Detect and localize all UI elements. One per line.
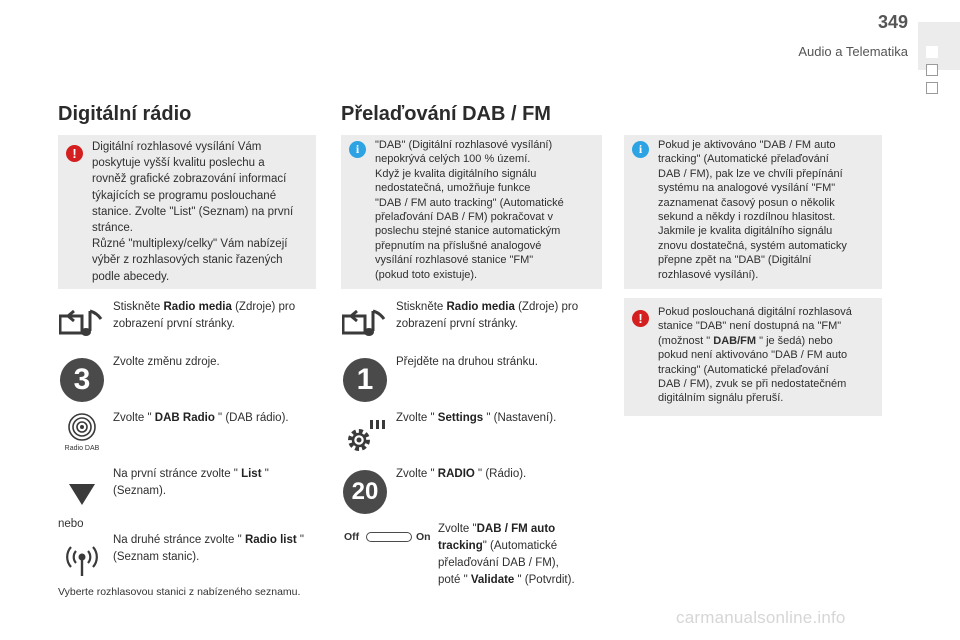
toggle-off-on-icon bbox=[341, 527, 437, 547]
left-warning-note-text: Digitální rozhlasové vysílání Vám poskytuje vyšší kvalitu poslechu a rovněž grafické zobrazování informací týkajících se programu poslouchané stanice. Zvolte "List" (Seznam) na první stránce. Různé "multiplexy/celky" Vám nabízejí výběr z rozhlasových stanic řazených podle abecedy. bbox=[92, 141, 294, 283]
right-warning-note bbox=[624, 298, 882, 416]
left-footnote: Vyberte rozhlasovou stanici z nabízeného seznamu. bbox=[58, 586, 301, 598]
left-step-2-text: Zvolte změnu zdroje. bbox=[113, 356, 220, 368]
right-warning-note-text: Pokud poslouchaná digitální rozhlasová stanice "DAB" není dostupná na "FM" (možnost " DAB/FM " je šedá) nebo pokud není aktivováno "DAB / FM auto tracking" (Automatické přelaďování DAB / FM), zvuk se při nedostatečném digitálním signálu přeruší. bbox=[658, 306, 852, 405]
right-step-3-text: Zvolte " Settings " (Nastavení). bbox=[396, 412, 557, 424]
step-number-badge: 1 bbox=[343, 358, 387, 402]
right-info-note-2-text: Pokud je aktivováno "DAB / FM auto tracking" (Automatické přelaďování DAB / FM), pak lze ve chvíli přepínání systému na analogové vysílání "FM" zaznamenat časový posun o několik sekund a někdy i rozdílnou hlasitost. Jakmile je kvalita digitálního signálu znovu dostatečná, systém automaticky přepne zpět na "DAB" (Digitální rozhlasové vysílání). bbox=[658, 139, 847, 281]
left-section-title: Digitální rádio bbox=[58, 103, 192, 125]
right-step-5-text: Zvolte "DAB / FM auto tracking" (Automatické přelaďování DAB / FM), poté " Validate " (Potvrdit). bbox=[438, 523, 575, 586]
radio-dab-icon bbox=[58, 411, 106, 459]
radio-dab-icon-label: Radio DAB bbox=[64, 445, 100, 452]
left-step-3-text: Zvolte " DAB Radio " (DAB rádio). bbox=[113, 412, 289, 424]
right-step-2-text: Přejděte na druhou stránku. bbox=[396, 356, 538, 368]
media-note-icon bbox=[341, 299, 389, 347]
warning-icon: ! bbox=[66, 145, 83, 162]
step-number-badge: 20 bbox=[343, 470, 387, 514]
header-section-title: Audio a Telematika bbox=[798, 44, 908, 59]
settings-gear-icon bbox=[341, 412, 389, 460]
left-step-5-text: Na druhé stránce zvolte " Radio list " (Seznam stanic). bbox=[113, 534, 304, 563]
toggle-track bbox=[366, 532, 412, 542]
right-step-1-text: Stiskněte Radio media (Zdroje) pro zobrazení první stránky. bbox=[396, 301, 579, 330]
media-note-icon bbox=[58, 299, 106, 347]
toggle-on-label: On bbox=[416, 531, 431, 543]
page-number: 349 bbox=[877, 12, 908, 32]
watermark: carmanualsonline.info bbox=[676, 608, 846, 627]
nebo-label: nebo bbox=[58, 518, 84, 530]
toggle-off-label: Off bbox=[344, 531, 360, 543]
right-step-4-text: Zvolte " RADIO " (Rádio). bbox=[396, 468, 527, 480]
left-warning-note bbox=[58, 135, 316, 289]
radio-list-icon bbox=[58, 534, 106, 582]
triangle-down-icon bbox=[58, 470, 106, 518]
right-section-title: Přelaďování DAB / FM bbox=[341, 103, 551, 125]
info-icon: i bbox=[632, 141, 649, 158]
right-info-note-2 bbox=[624, 135, 882, 289]
left-step-4-text: Na první stránce zvolte " List " (Seznam). bbox=[113, 468, 269, 497]
right-info-note bbox=[341, 135, 602, 289]
side-marker-filled bbox=[926, 46, 938, 58]
warning-icon: ! bbox=[632, 310, 649, 327]
side-marker-empty bbox=[926, 64, 938, 76]
step-number-badge: 3 bbox=[60, 358, 104, 402]
right-info-note-text: "DAB" (Digitální rozhlasové vysílání) nepokrývá celých 100 % území. Když je kvalita digitálního signálu nedostatečná, umožňuje funkce "DAB / FM auto tracking" (Automatické přelaďování DAB / FM) pokračovat v poslechu stejné stanice automatickým přepnutím na příslušné analogové vysílání rozhlasové stanice "FM" (pokud toto existuje). bbox=[375, 139, 564, 281]
side-tab bbox=[918, 22, 960, 70]
left-step-1-text: Stiskněte Radio media (Zdroje) pro zobrazení první stránky. bbox=[113, 301, 296, 330]
side-marker-empty bbox=[926, 82, 938, 94]
info-icon: i bbox=[349, 141, 366, 158]
